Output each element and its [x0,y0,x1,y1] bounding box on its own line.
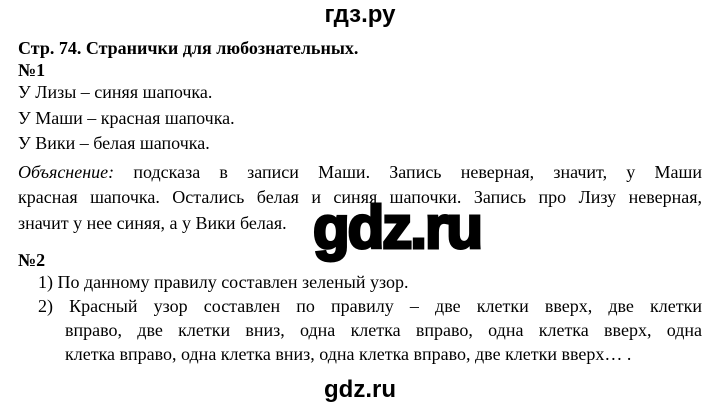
answer-line-vika: У Вики – белая шапочка. [18,133,210,154]
task1-answers [18,80,235,157]
explanation-line-1 [18,160,702,185]
explanation-line-3: значит у нее синяя, а у Вики белая. [18,212,287,233]
explanation-line-2: красная шапочка. Остались белая и синяя шапочки. Запись про Лизу неверная, [18,187,702,208]
gdz-watermark: gdz.ru [313,194,481,261]
answer-line-masha: У Маши – красная шапочка. [18,107,235,128]
task2-item2-line2: вправо, две клетки вниз, одна клетка вправо, одна клетка вверх, одна [65,320,702,340]
task1-number: №1 [18,60,46,80]
page-title: Стр. 74. Странички для любознательных. [18,38,359,58]
explanation-text-1: подсказа в записи Маши. Запись неверная, значит, у Маши [133,162,702,182]
site-logo-bottom: gdz.ru [324,376,396,403]
answer-line-liza: У Лизы – синяя шапочка. [18,82,213,102]
task2-item1-line: 1) По данному правилу составлен зеленый узор. [38,272,409,292]
task2-list [38,270,702,366]
task2-item2-line3: клетка вправо, одна клетка вниз, одна клетка вправо, две клетки вверх… . [65,344,632,364]
task2-item2-line1: 2) Красный узор составлен по правилу – две клетки вверх, две клетки [38,296,702,316]
explanation-label: Объяснение: [18,162,115,182]
task2-number: №2 [18,250,46,270]
site-logo-top: гдз.ру [324,1,396,28]
